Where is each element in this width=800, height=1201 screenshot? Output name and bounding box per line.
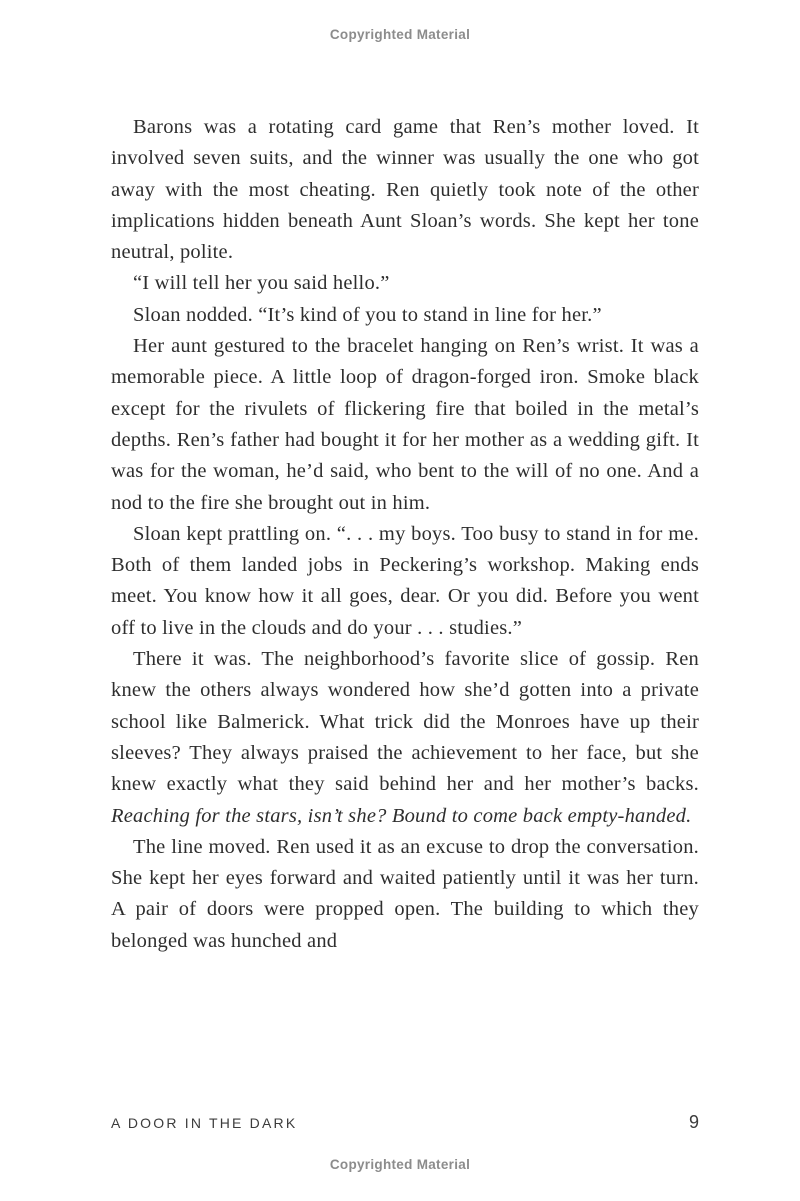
paragraph: [111, 832, 699, 957]
paragraph: [111, 300, 699, 331]
paragraph: [111, 268, 699, 299]
text-run: Barons was a rotating card game that Ren’s mother loved. It involved seven suits, and the winner was usually the one who got away with the most cheating. Ren quietly took note of the other implications hidden beneath Aunt Sloan’s words. She kept her tone neutral, polite.: [111, 116, 699, 264]
text-run: Her aunt gestured to the bracelet hanging on Ren’s wrist. It was a memorable piece. A little loop of dragon-forged iron. Smoke black except for the rivulets of flickering fire that boiled in the metal’s depths. Ren’s father had bought it for her mother as a wedding gift. It was for the woman, he’d said, who bent to the will of no one. And a nod to the fire she brought out in him.: [111, 335, 699, 514]
copyright-notice-top: Copyrighted Material: [329, 27, 471, 42]
paragraph: [111, 112, 699, 268]
paragraph: [111, 519, 699, 644]
text-run: Sloan kept prattling on. “. . . my boys. Too busy to stand in for me. Both of them landed jobs in Peckering’s workshop. Making ends meet. You know how it all goes, dear. Or you did. Before you went off to live in the clouds and do your . . . studies.”: [111, 522, 699, 639]
italic-text-run: Reaching for the stars, isn’t she? Bound to come back empty-handed.: [111, 804, 692, 827]
body-text: [111, 112, 699, 957]
paragraph: [111, 644, 699, 832]
text-run: There it was. The neighborhood’s favorite slice of gossip. Ren knew the others always wondered how she’d gotten into a private school like Balmerick. What trick did the Monroes have up their sleeves? They always praised the achievement to her face, but she knew exactly what they said behind her and her mother’s backs.: [111, 648, 699, 796]
running-head: A DOOR IN THE DARK: [111, 1115, 298, 1131]
copyright-notice-bottom: Copyrighted Material: [329, 1157, 471, 1172]
page-number: 9: [688, 1112, 699, 1132]
text-run: “I will tell her you said hello.”: [133, 272, 390, 295]
text-run: Sloan nodded. “It’s kind of you to stand in line for her.”: [133, 303, 602, 326]
paragraph: [111, 331, 699, 519]
text-run: The line moved. Ren used it as an excuse to drop the conversation. She kept her eyes forward and waited patiently until it was her turn. A pair of doors were propped open. The building to which they belonged was hunched and: [111, 835, 699, 952]
page-footer: [111, 1112, 699, 1133]
